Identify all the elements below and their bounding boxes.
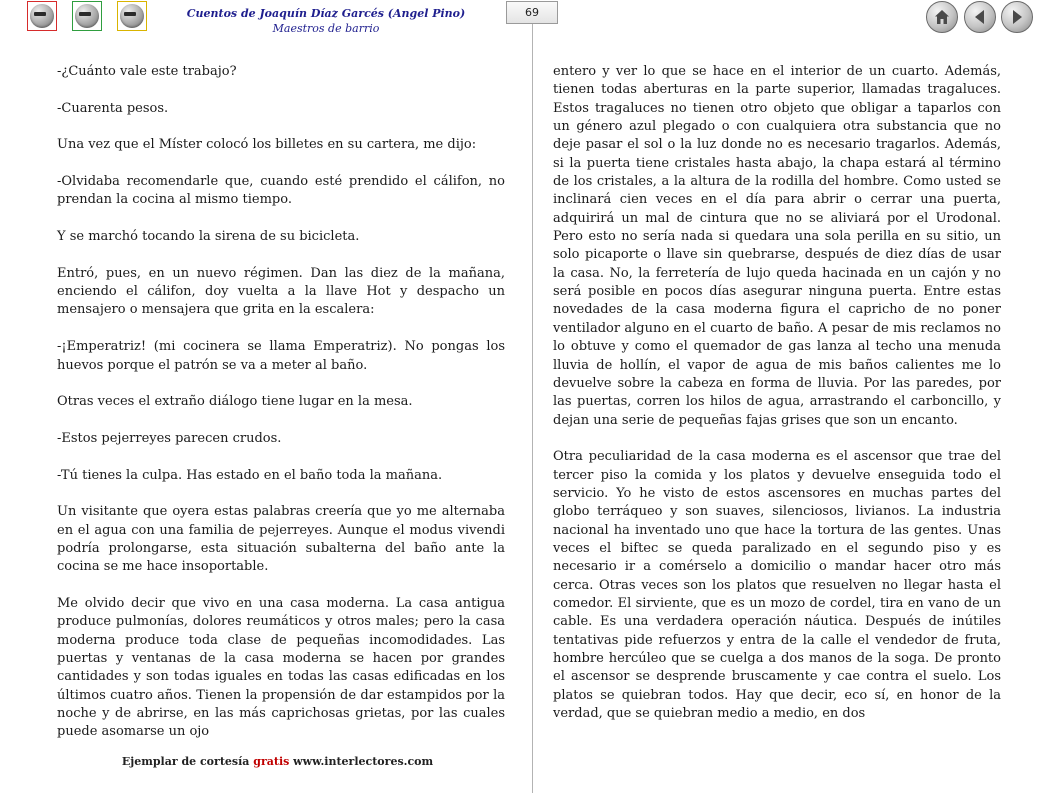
footer-free-label: gratis [253,755,290,768]
footer-site-link[interactable]: www.interlectores.com [293,755,434,768]
maximize-icon [120,4,144,28]
footer [0,755,555,768]
close-icon [30,4,54,28]
paragraph: -Olvidaba recomendarle que, cuando esté prendido el cálifon, no prendan la cocina al mismo tiempo. [57,174,505,208]
close-button[interactable] [27,1,57,31]
minimize-icon-bar [79,12,91,16]
column-divider [532,24,533,793]
close-icon-bar [34,12,46,16]
paragraph: -Estos pejerreyes parecen crudos. [57,430,282,446]
left-text-column [57,63,505,742]
paragraph: Otras veces el extraño diálogo tiene lugar en la mesa. [57,394,413,410]
paragraph: -¡Emperatriz! (mi cocinera se llama Emperatriz). No pongas los huevos porque el patrón se va a meter al baño. [57,339,505,373]
paragraph: Y se marchó tocando la sirena de su bicicleta. [57,229,360,245]
footer-prefix: Ejemplar de cortesía [121,755,250,768]
home-icon [934,9,950,25]
paragraph: Entró, pues, en un nuevo régimen. Dan las diez de la mañana, enciendo el cálifon, doy vuelta a la llave Hot y despacho un mensajero o mensajera que grita en la escalera: [57,265,505,318]
arrow-right-icon [1009,9,1025,25]
minimize-icon [75,4,99,28]
paragraph: Un visitante que oyera estas palabras creería que yo me alternaba en el agua con una familia de pejerreyes. Aunque el modus vivendi podría prolongarse, esta situación subalterna del baño ante la cocina se me hace insoportable. [57,504,505,575]
paragraph: Me olvido decir que vivo en una casa moderna. La casa antigua produce pulmonías, dolores reumáticos y otros males; pero la casa moderna produce toda clase de pequeñas incomodidades. Las puertas y ventanas de la casa moderna se hacen por grandes cantidades y son todas iguales en todas las casas edificadas en los últimos cuatro años. Tienen la propensión de dar estampidos por la noche y de abrirse, en las más caprichosas grietas, por las cuales puede asomarse un ojo [57,595,505,740]
minimize-button[interactable] [72,1,102,31]
paragraph: entero y ver lo que se hace en el interior de un cuarto. Además, tienen todas aberturas en la parte superior, llamadas tragaluces. Estos tragaluces no tienen otro objeto que obligar a taparlos con un género azul plegado o con cualquiera otra substancia que no deje pasar el sol o la luz donde no es necesario tragarlos. Además, si la puerta tiene cristales hasta abajo, la chapa estará al término de los cristales, a la altura de la rodilla del hombre. Como usted se inclinará cien veces en el día para abrir o cerrar una puerta, adquirirá un mal de cintura que no se aliviará por el Urodonal. Pero esto no sería nada si quedara una sola perilla en su sitio, un solo picaporte o llave sin quebrarse, después de diez días de usar la casa. No, la ferretería de lujo queda hacinada en un cajón y no será posible en pocos días asegurar ninguna puerta. Entre estas novedades de la casa moderna figura el capricho de no poner ventilador alguno en el cuarto de baño. A pesar de mis reclamos no lo obtuve y como el quemador de gas lanza al techo una menuda lluvia de hollín, el vapor de agua de mis baños calientes me lo devuelve sobre la cabeza en forma de lluvia. Por las paredes, por las puertas, corren los hilos de agua, arrastrando el carboncillo, y dejan una serie de pequeñas fajas grises que son un encanto. [553,64,1001,428]
chapter-title: Maestros de barrio [272,22,380,35]
paragraph: Otra peculiaridad de la casa moderna es el ascensor que trae del tercer piso la comida y los platos y devuelve enseguida todo el servicio. Yo he visto de estos ascensores en muchas partes del globo terráqueo y son suaves, silenciosos, livianos. La industria nacional ha inventado uno que hace la tortura de las gentes. Unas veces el biftec se queda paralizado en el segundo piso y es necesario ir a comérselo a domicilio o mandar hacer otro más cerca. Otras veces son los platos que resuelven no llegar hasta el comedor. El sirviente, que es un mozo de cordel, tira en vano de un cable. Es una verdadera operación náutica. Después de inútiles tentativas pide refuerzos y entra de la calle el vendedor de fruta, hombre hercúleo que se cuelga a dos manos de la soga. De pronto el ascensor se desprende bruscamente y cae contra el suelo. Los platos se quiebran todos. Hay que decir, eco sí, en honor de la verdad, que se quiebran medio a medio, en dos [553,449,1001,722]
book-title: Cuentos de Joaquín Díaz Garcés (Angel Pino) [186,7,466,20]
maximize-icon-bar [124,12,136,16]
previous-page-button[interactable] [964,1,996,33]
paragraph: Una vez que el Míster colocó los billetes en su cartera, me dijo: [57,137,477,153]
paragraph: -Tú tienes la culpa. Has estado en el baño toda la mañana. [57,467,443,483]
arrow-left-icon [972,9,988,25]
paragraph: -Cuarenta pesos. [57,100,169,116]
paragraph: -¿Cuánto vale este trabajo? [57,64,237,79]
page-number: 69 [506,1,558,24]
home-button[interactable] [926,1,958,33]
maximize-button[interactable] [117,1,147,31]
page-header [178,6,474,36]
right-text-column [553,63,1001,723]
next-page-button[interactable] [1001,1,1033,33]
